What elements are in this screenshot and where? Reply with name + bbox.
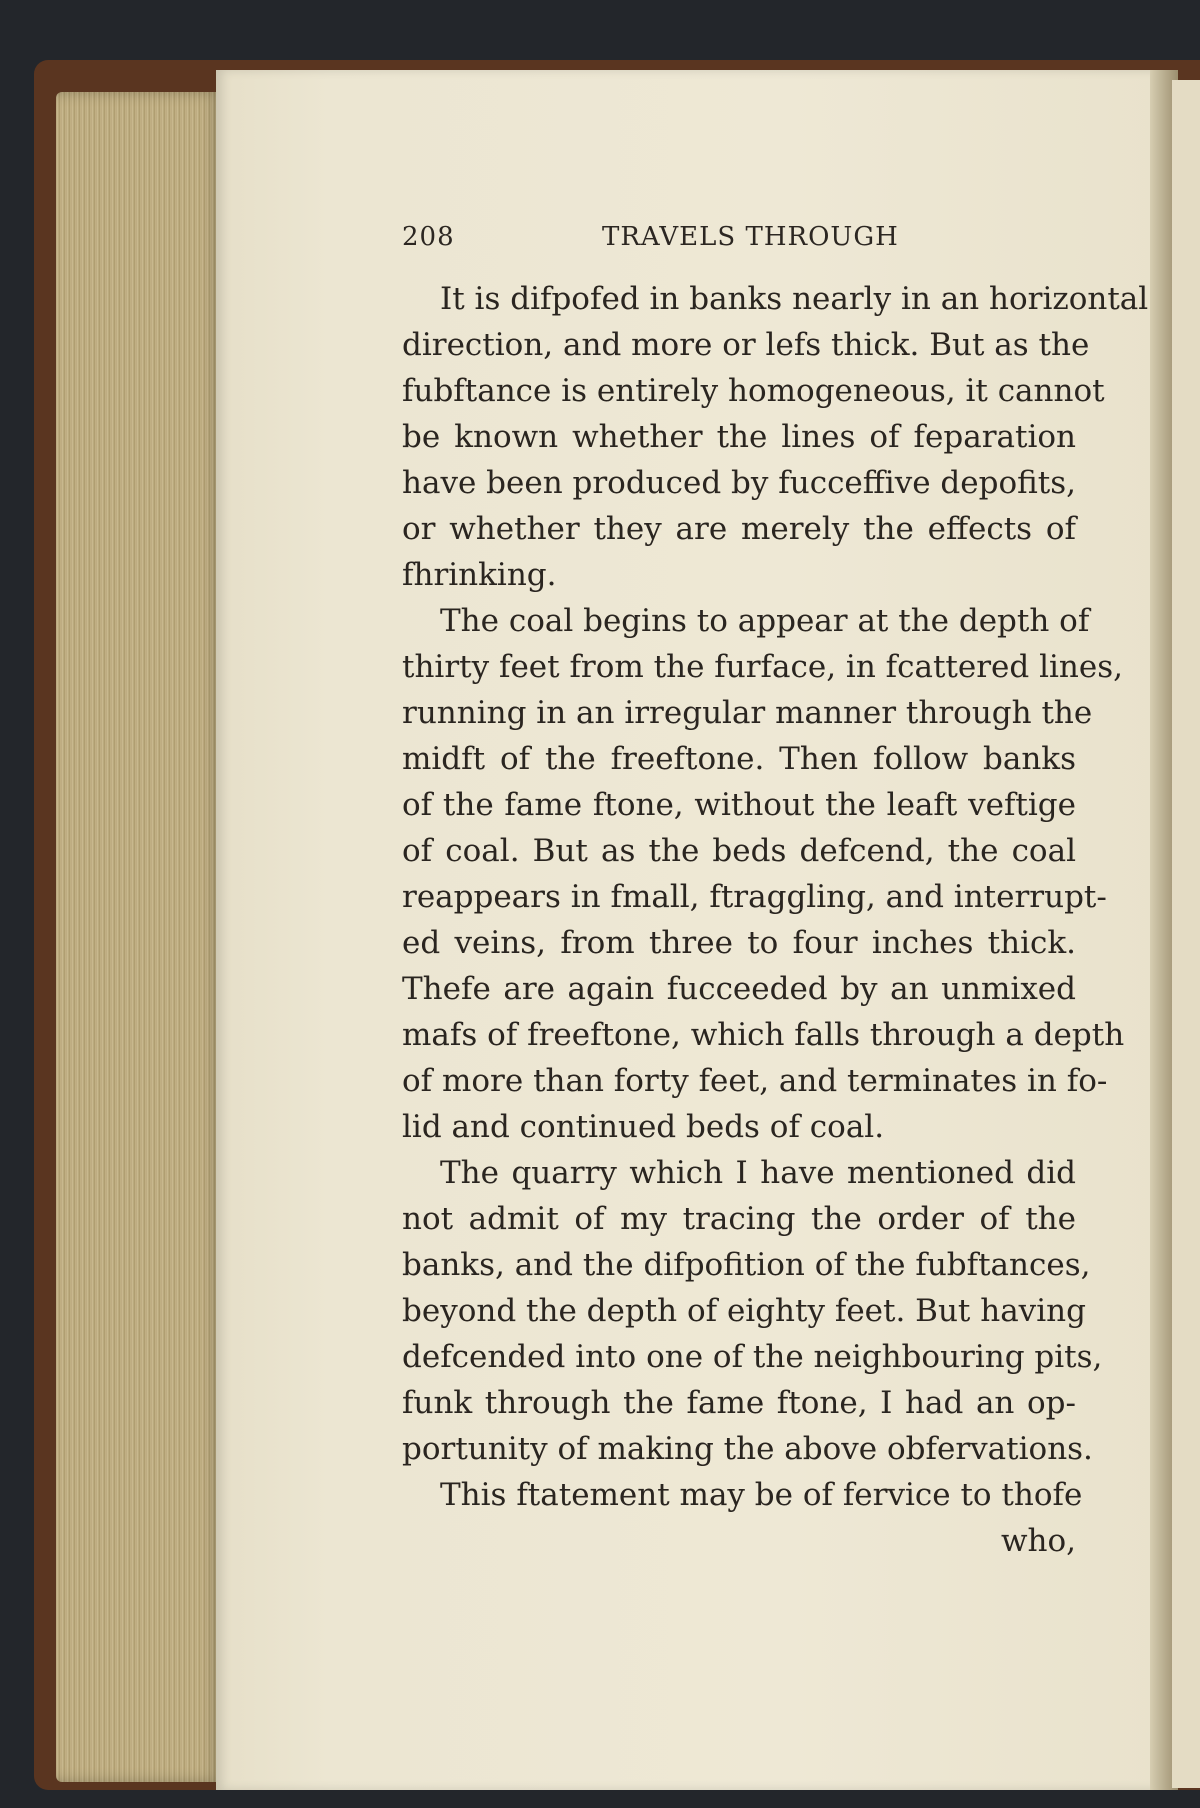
text-line: lid and continued beds of coal. — [402, 1109, 885, 1145]
page-block-edge — [56, 92, 224, 1782]
text-line: reappears in fmall, ftraggling, and interrupt- — [402, 879, 1107, 915]
text-line: fubftance is entirely homogeneous, it cannot — [402, 373, 1105, 409]
page-number: 208 — [402, 222, 455, 252]
text-line: have been produced by fucceffive depofits, — [402, 465, 1077, 501]
text-line: The quarry which I have mentioned did — [440, 1155, 1076, 1191]
text-line: defcended into one of the neighbouring pits, — [402, 1339, 1103, 1375]
text-line: funk through the fame ftone, I had an op- — [402, 1385, 1076, 1421]
text-line: The coal begins to appear at the depth of — [440, 603, 1090, 639]
text-line: Thefe are again fucceeded by an unmixed — [402, 971, 1076, 1007]
text-line: of the fame ftone, without the leaft veftige — [402, 787, 1076, 823]
running-head: TRAVELS THROUGH — [602, 222, 899, 252]
text-line: ed veins, from three to four inches thick. — [402, 925, 1076, 961]
catchword: who, — [1000, 1523, 1076, 1559]
text-line: beyond the depth of eighty feet. But having — [402, 1293, 1086, 1329]
text-line: thirty feet from the furface, in fcattered lines, — [402, 649, 1123, 685]
text-line: direction, and more or lefs thick. But as the — [402, 327, 1090, 363]
text-line: banks, and the difpofition of the fubftances, — [402, 1247, 1091, 1283]
facing-page-edge — [1172, 80, 1200, 1788]
text-line: or whether they are merely the effects of — [402, 511, 1076, 547]
body-text — [402, 276, 1149, 1564]
text-line: running in an irregular manner through the — [402, 695, 1093, 731]
text-line: It is difpofed in banks nearly in an horizontal — [440, 281, 1149, 317]
text-line: This ftatement may be of fervice to thofe — [440, 1477, 1083, 1513]
text-line: not admit of my tracing the order of the — [402, 1201, 1076, 1237]
text-line: of coal. But as the beds defcend, the coal — [402, 833, 1076, 869]
text-line: be known whether the lines of feparation — [402, 419, 1076, 455]
text-line: midft of the freeftone. Then follow banks — [402, 741, 1076, 777]
text-line: portunity of making the above obfervations. — [402, 1431, 1093, 1467]
text-line: fhrinking. — [402, 557, 557, 593]
text-line: mafs of freeftone, which falls through a depth — [402, 1017, 1125, 1053]
text-line: of more than forty feet, and terminates in fo- — [402, 1063, 1108, 1099]
